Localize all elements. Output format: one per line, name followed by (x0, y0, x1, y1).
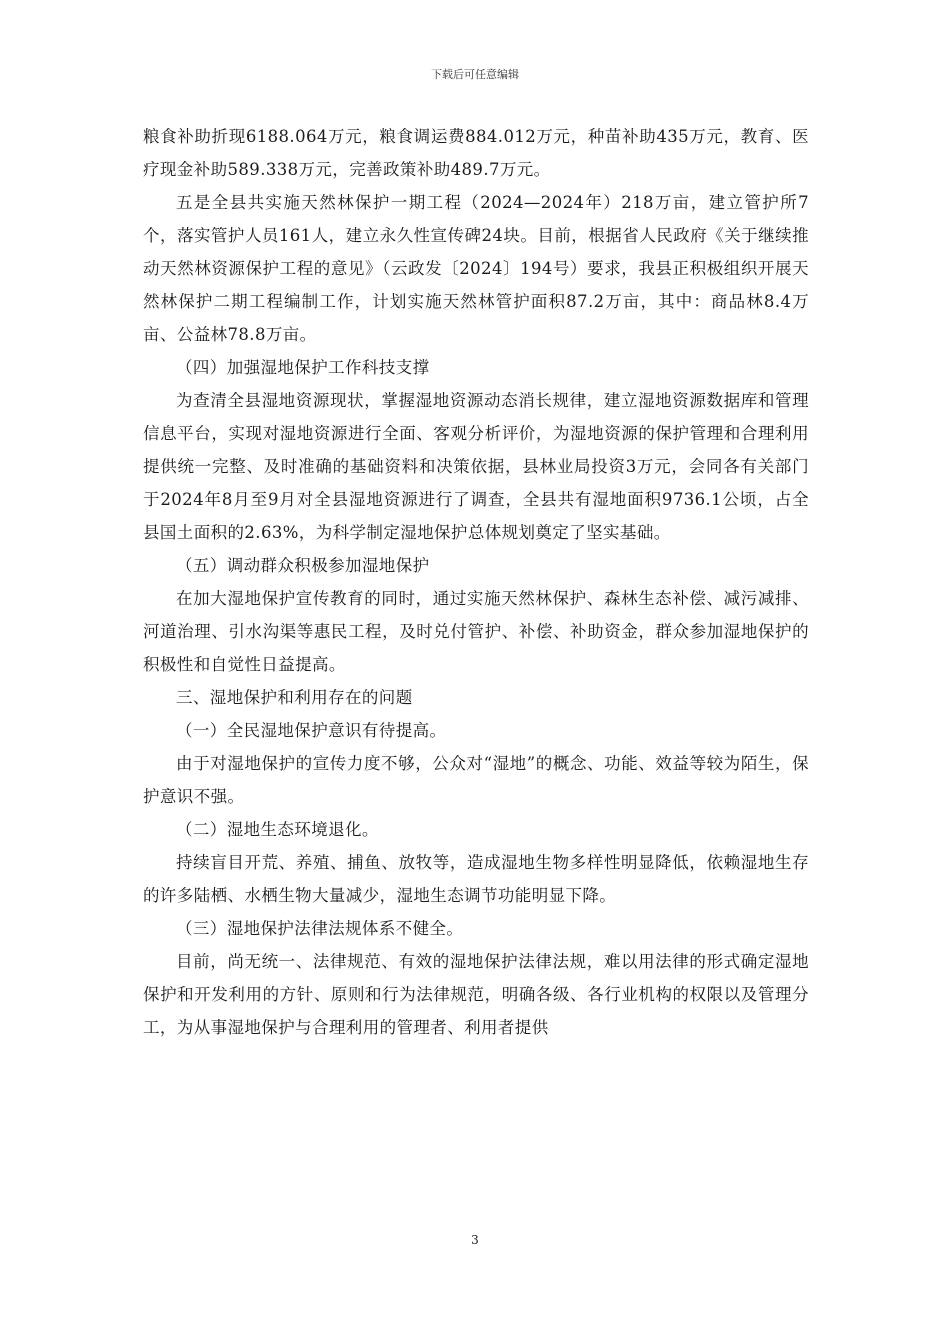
paragraph-awareness: 由于对湿地保护的宣传力度不够，公众对“湿地”的概念、功能、效益等较为陌生，保护意识不强。 (143, 754, 809, 806)
section-heading-4: （四）加强湿地保护工作科技支撑 (176, 358, 430, 377)
paragraph-wetland-survey: 为查清全县湿地资源现状，掌握湿地资源动态消长规律，建立湿地资源数据库和管理信息平台，实现对湿地资源进行全面、客观分析评价，为湿地资源的保护管理和合理利用提供统一完整、及时准确的基础资料和决策依据，县林业局投资3万元，会同各有关部门于2024年8月至9月对全县湿地资源进行了调查，全县共有湿地面积9736.1公顷，占全县国土面积的2.63%，为科学制定湿地保护总体规划奠定了坚实基础。 (143, 391, 809, 542)
paragraph-forest-protection: 五是全县共实施天然林保护一期工程（2024—2024年）218万亩，建立管护所7个，落实管护人员161人，建立永久性宣传碑24块。目前，根据省人民政府《关于继续推动天然林资源保护工程的意见》（云政发〔2024〕194号）要求，我县正积极组织开展天然林保护二期工程编制工作，计划实施天然林管护面积87.2万亩，其中：商品林8.4万亩、公益林78.8万亩。 (143, 193, 809, 344)
paragraph-continuation: 粮食补助折现6188.064万元，粮食调运费884.012万元，种苗补助435万元，教育、医疗现金补助589.338万元，完善政策补助489.7万元。 (143, 127, 809, 179)
problem-heading-1: （一）全民湿地保护意识有待提高。 (176, 721, 447, 740)
paragraph-legal-system: 目前，尚无统一、法律规范、有效的湿地保护法律法规，难以用法律的形式确定湿地保护和开发利用的方针、原则和行为法律规范，明确各级、各行业机构的权限以及管理分工，为从事湿地保护与合理利用的管理者、利用者提供 (143, 952, 809, 1037)
paragraph-degradation: 持续盲目开荒、养殖、捕鱼、放牧等，造成湿地生物多样性明显降低，依赖湿地生存的许多陆栖、水栖生物大量减少，湿地生态调节功能明显下降。 (143, 853, 809, 905)
page-number: 3 (471, 1233, 479, 1247)
problem-heading-3: （三）湿地保护法律法规体系不健全。 (176, 919, 464, 938)
header-note: 下载后可任意编辑 (431, 68, 519, 81)
section-heading-5: （五）调动群众积极参加湿地保护 (176, 556, 430, 575)
chapter-heading-3: 三、湿地保护和利用存在的问题 (176, 688, 413, 707)
paragraph-public-participation: 在加大湿地保护宣传教育的同时，通过实施天然林保护、森林生态补偿、减污减排、河道治理、引水沟渠等惠民工程，及时兑付管护、补偿、补助资金，群众参加湿地保护的积极性和自觉性日益提高。 (143, 589, 809, 674)
problem-heading-2: （二）湿地生态环境退化。 (176, 820, 379, 839)
document-body (143, 120, 809, 1044)
